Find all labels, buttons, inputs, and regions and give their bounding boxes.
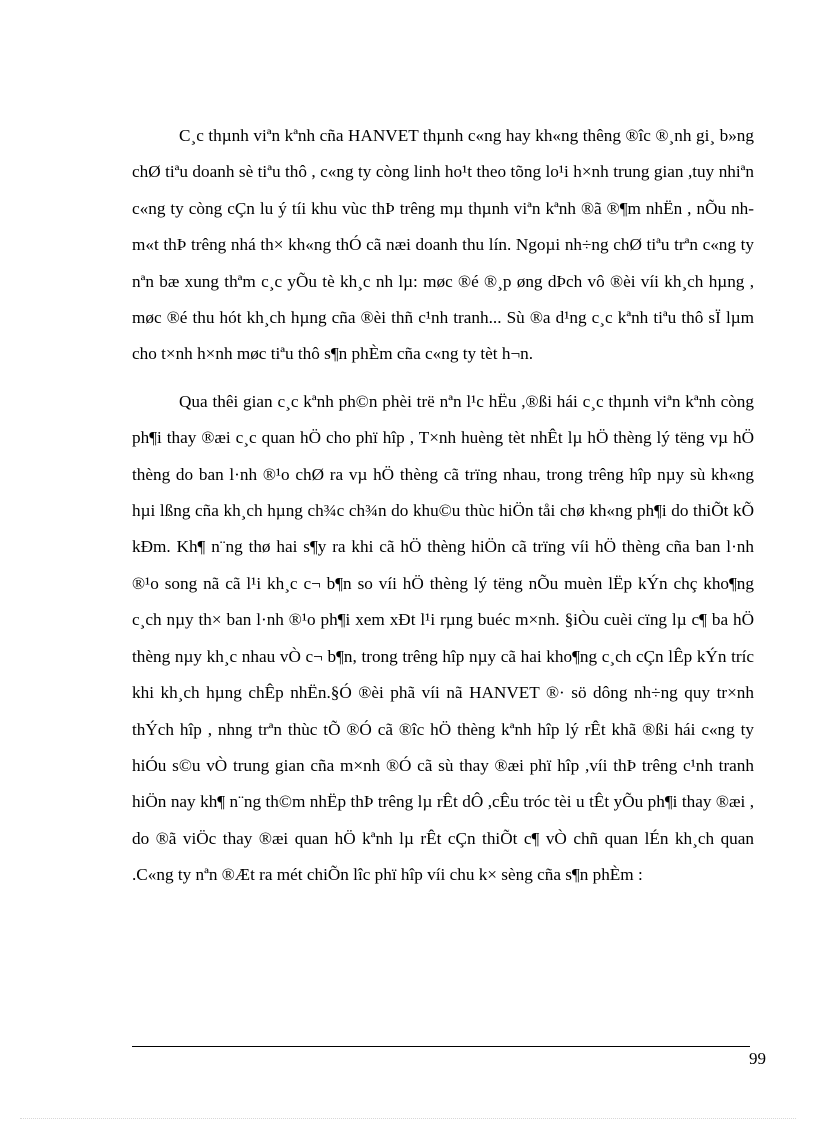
- page-number: 99: [749, 1049, 766, 1068]
- body-text: [132, 118, 754, 894]
- page-edge-divider: [20, 1118, 796, 1119]
- footer-rule: [132, 1046, 750, 1047]
- paragraph-2: Qua thêi gian c¸c kªnh ph©n phèi trë nªn l¹c hËu ,®ßi hái c¸c thµnh viªn kªnh còng ph¶i thay ®æi c¸c quan hÖ cho phï hîp , T×nh huèng tèt nhÊt lµ hÖ thèng lý tëng vµ hÖ thèng do ban l·nh ®¹o chØ ra vµ hÖ thèng cã trïng nhau, trong trêng hîp nµy sù kh«ng hµi lßng cña kh¸ch hµng ch¾c ch¾n do khu©u thùc hiÖn tåi chø kh«ng ph¶i do thiÕt kÕ kÐm. Kh¶ n¨ng thø hai s¶y ra khi cã hÖ thèng hiÖn cã trïng víi hÖ thèng cña ban l·nh ®¹o song nã cã l¹i kh¸c c¬ b¶n so víi hÖ thèng lý tëng nÕu muèn lËp kÝn chç kho¶ng c¸ch nµy th× ban l·nh ®¹o ph¶i xem xÐt l¹i rµng buéc m×nh. §iÒu cuèi cïng lµ c¶ ba hÖ thèng nµy kh¸c nhau vÒ c¬ b¶n, trong trêng hîp nµy cã hai kho¶ng c¸ch cÇn lÊp kÝn tríc khi kh¸ch hµng chÊp nhËn.§Ó ®èi phã víi nã HANVET ®· sö dông nh÷ng quy tr×nh thÝch hîp , nhng trªn thùc tÕ ®Ó cã ®îc hÖ thèng kªnh hîp lý rÊt khã ®ßi hái c«ng ty hiÓu s©u vÒ trung gian cña m×nh ®Ó cã sù thay ®æi phï hîp ,víi thÞ trêng c¹nh tranh hiÖn nay kh¶ n¨ng th©m nhËp thÞ trêng lµ rÊt dÔ ,cÊu tróc tèi u tÊt yÕu ph¶i thay ®æi , do ®ã viÖc thay ®æi quan hÖ kªnh lµ rÊt cÇn thiÕt c¶ vÒ chñ quan lÉn kh¸ch quan .C«ng ty nªn ®Æt ra mét chiÕn lîc phï hîp víi chu k× sèng cña s¶n phÈm :: [132, 391, 754, 885]
- paragraph-1: C¸c thµnh viªn kªnh cña HANVET thµnh c«ng hay kh«ng thêng ®îc ®¸nh gi¸ b»ng chØ tiªu doanh sè tiªu thô , c«ng ty còng linh ho¹t theo tõng lo¹i h×nh trung gian ,tuy nhiªn c«ng ty còng cÇn lu ý tíi khu vùc thÞ trêng mµ thµnh viªn kªnh ®ã ®¶m nhËn , nÕu nh m«t thÞ trêng nhá th× kh«ng thÓ cã næi doanh thu lín. Ngoµi nh÷ng chØ tiªu trªn c«ng ty nªn bæ xung thªm c¸c yÕu tè kh¸c nh lµ: møc ®é ®¸p øng dÞch vô ®èi víi kh¸ch hµng , møc ®é thu hót kh¸ch hµng cña ®èi thñ c¹nh tranh... Sù ®a d¹ng c¸c kªnh tiªu thô sÏ lµm cho t×nh h×nh møc tiªu thô s¶n phÈm cña c«ng ty tèt h¬n.: [132, 126, 754, 364]
